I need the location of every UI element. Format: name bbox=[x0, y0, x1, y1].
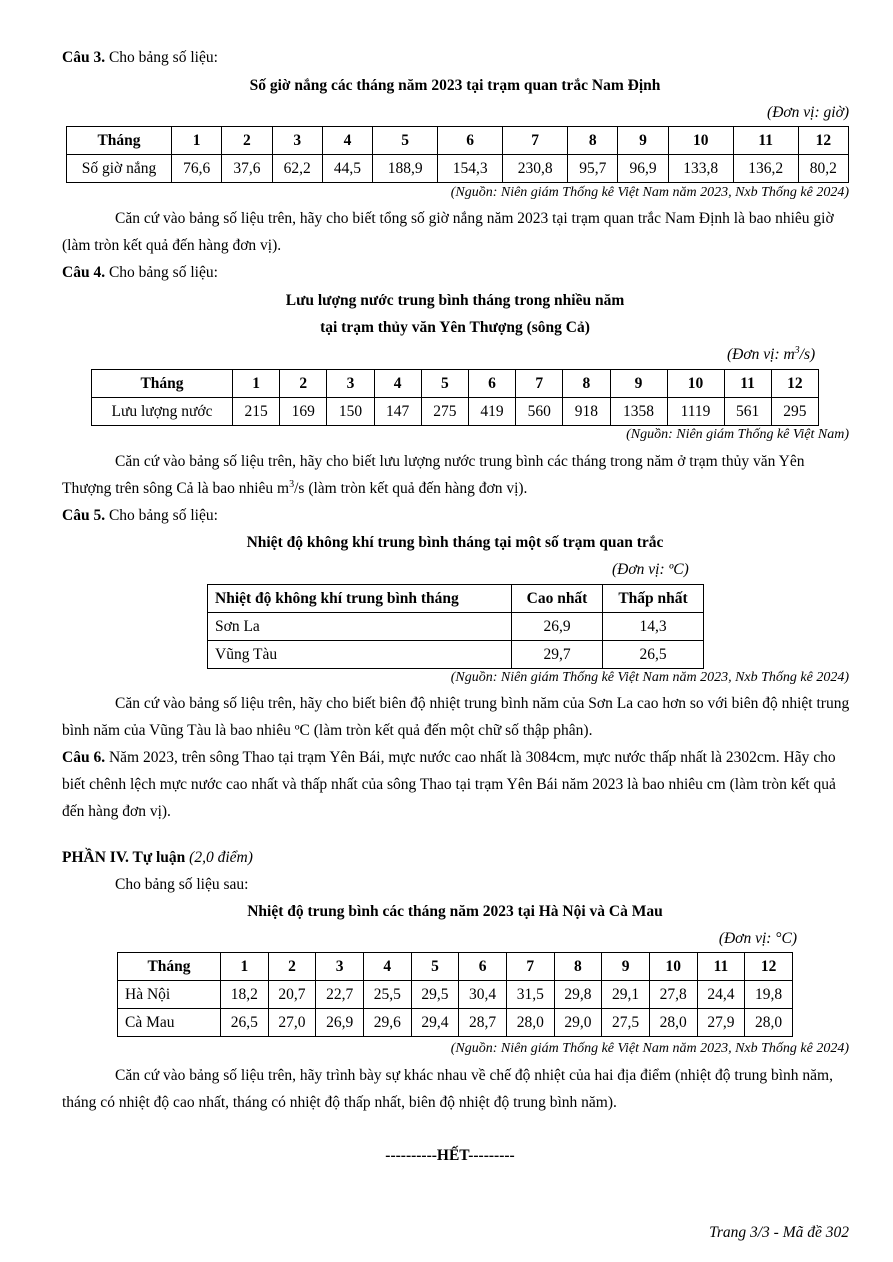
q3-value-cell: 62,2 bbox=[272, 155, 322, 183]
part4-value-cell: 28,7 bbox=[459, 1009, 507, 1037]
q3-data-row bbox=[67, 155, 849, 183]
q3-month-cell: 12 bbox=[798, 127, 848, 155]
q4-question-pre: Căn cứ vào bảng số liệu trên, hãy cho biết lưu lượng nước trung bình các tháng trong năm ở trạm thủy văn Yên Thượng trên sông Cả là bao nhiêu m bbox=[62, 453, 805, 497]
q4-value-cell: 215 bbox=[233, 398, 280, 426]
q4-month-cell: 1 bbox=[233, 370, 280, 398]
q3-value-cell: 76,6 bbox=[172, 155, 222, 183]
q5-header-min: Thấp nhất bbox=[603, 585, 704, 613]
q3-value-cell: 133,8 bbox=[668, 155, 733, 183]
part4-value-cell: 27,9 bbox=[697, 1009, 745, 1037]
q4-table-title-line1: Lưu lượng nước trung bình tháng trong nhiều năm bbox=[285, 292, 625, 309]
q3-month-cell: 11 bbox=[733, 127, 798, 155]
q4-value-cell: 147 bbox=[374, 398, 421, 426]
part4-month-cell: 11 bbox=[697, 953, 745, 981]
q4-value-cell: 560 bbox=[516, 398, 563, 426]
q4-month-cell: 8 bbox=[563, 370, 610, 398]
q4-value-cell: 295 bbox=[771, 398, 818, 426]
q4-label: Câu 4. bbox=[62, 264, 106, 281]
q4-month-cell: 7 bbox=[516, 370, 563, 398]
q5-question: Căn cứ vào bảng số liệu trên, hãy cho biết biên độ nhiệt trung bình năm của Sơn La cao hơn so với biên độ nhiệt trung bình năm của Vũng Tàu là bao nhiêu ºC (làm tròn kết quả đến một chữ số thập phân). bbox=[62, 695, 850, 739]
q3-month-cell: 4 bbox=[322, 127, 372, 155]
q3-month-cell: 9 bbox=[618, 127, 668, 155]
q4-value-cell: 1119 bbox=[667, 398, 724, 426]
end-mark: ----------HẾT--------- bbox=[385, 1147, 515, 1164]
part4-month-cell: 2 bbox=[268, 953, 316, 981]
part4-value-cell: 29,4 bbox=[411, 1009, 459, 1037]
q6-paragraph bbox=[62, 744, 850, 825]
q4-table-title-line2: tại trạm thủy văn Yên Thượng (sông Cả) bbox=[320, 319, 590, 336]
part4-value-cell: 29,0 bbox=[554, 1009, 602, 1037]
part4-month-cell: 6 bbox=[459, 953, 507, 981]
part4-value-cell: 19,8 bbox=[745, 981, 793, 1009]
q4-month-cell: 5 bbox=[421, 370, 468, 398]
q4-intro: Cho bảng số liệu: bbox=[108, 264, 218, 281]
q5-row bbox=[208, 641, 704, 669]
q4-month-cell: 12 bbox=[771, 370, 818, 398]
q4-intro-line bbox=[62, 265, 218, 281]
part4-month-cell: 12 bbox=[745, 953, 793, 981]
q3-source: (Nguồn: Niên giám Thống kê Việt Nam năm 2023, Nxb Thống kê 2024) bbox=[450, 185, 849, 200]
part4-value-cell: 27,0 bbox=[268, 1009, 316, 1037]
q4-unit-pre: (Đơn vị: m bbox=[727, 346, 795, 363]
q5-min-cell: 14,3 bbox=[603, 613, 704, 641]
q4-question-sup: 3 bbox=[289, 478, 295, 490]
q4-table bbox=[91, 369, 819, 426]
q5-source: (Nguồn: Niên giám Thống kê Việt Nam năm 2023, Nxb Thống kê 2024) bbox=[450, 670, 849, 685]
q3-table-title: Số giờ nắng các tháng năm 2023 tại trạm quan trắc Nam Định bbox=[249, 77, 661, 94]
part4-source: (Nguồn: Niên giám Thống kê Việt Nam năm 2023, Nxb Thống kê 2024) bbox=[450, 1041, 849, 1056]
q4-month-cell: 2 bbox=[280, 370, 327, 398]
part4-value-cell: 29,6 bbox=[363, 1009, 411, 1037]
part4-value-cell: 20,7 bbox=[268, 981, 316, 1009]
q5-header-station: Nhiệt độ không khí trung bình tháng bbox=[208, 585, 512, 613]
part4-value-cell: 27,5 bbox=[602, 1009, 650, 1037]
part4-row-camau bbox=[118, 1009, 793, 1037]
q4-value-cell: 419 bbox=[468, 398, 515, 426]
part4-month-cell: 3 bbox=[316, 953, 364, 981]
q4-question-post: /s (làm tròn kết quả đến hàng đơn vị). bbox=[294, 480, 528, 497]
q4-data-row bbox=[92, 398, 819, 426]
q3-month-cell: 8 bbox=[568, 127, 618, 155]
q5-intro-line bbox=[62, 508, 218, 524]
part4-row-label: Hà Nội bbox=[118, 981, 221, 1009]
part4-value-cell: 26,9 bbox=[316, 1009, 364, 1037]
q4-header-row bbox=[92, 370, 819, 398]
page-footer: Trang 3/3 - Mã đề 302 bbox=[709, 1224, 849, 1241]
part4-value-cell: 18,2 bbox=[221, 981, 269, 1009]
q3-unit: (Đơn vị: giờ) bbox=[767, 104, 849, 121]
q3-month-cell: 10 bbox=[668, 127, 733, 155]
q3-header-label: Tháng bbox=[67, 127, 172, 155]
q5-max-cell: 26,9 bbox=[512, 613, 603, 641]
q3-value-cell: 95,7 bbox=[568, 155, 618, 183]
part4-heading: PHẦN IV. Tự luận bbox=[62, 849, 186, 866]
q3-value-cell: 136,2 bbox=[733, 155, 798, 183]
q5-header-max: Cao nhất bbox=[512, 585, 603, 613]
q5-label: Câu 5. bbox=[62, 507, 106, 524]
part4-month-cell: 10 bbox=[649, 953, 697, 981]
q3-month-cell: 5 bbox=[373, 127, 438, 155]
q3-month-cell: 2 bbox=[222, 127, 272, 155]
q4-month-cell: 3 bbox=[327, 370, 374, 398]
q5-table-title: Nhiệt độ không khí trung bình tháng tại một số trạm quan trắc bbox=[246, 534, 664, 551]
part4-points: (2,0 điểm) bbox=[189, 849, 253, 866]
q4-source: (Nguồn: Niên giám Thống kê Việt Nam) bbox=[626, 427, 849, 442]
q4-month-cell: 11 bbox=[724, 370, 771, 398]
q4-row-label: Lưu lượng nước bbox=[92, 398, 233, 426]
q4-value-cell: 561 bbox=[724, 398, 771, 426]
q3-month-cell: 1 bbox=[172, 127, 222, 155]
q3-question: Căn cứ vào bảng số liệu trên, hãy cho biết tổng số giờ nắng năm 2023 tại trạm quan trắc Nam Định là bao nhiêu giờ (làm tròn kết quả đến hàng đơn vị). bbox=[62, 210, 834, 254]
q5-station-cell: Vũng Tàu bbox=[208, 641, 512, 669]
q3-value-cell: 80,2 bbox=[798, 155, 848, 183]
q4-value-cell: 169 bbox=[280, 398, 327, 426]
part4-table-title: Nhiệt độ trung bình các tháng năm 2023 tại Hà Nội và Cà Mau bbox=[247, 903, 663, 920]
q4-question bbox=[62, 448, 850, 502]
part4-heading-line bbox=[62, 850, 253, 866]
part4-value-cell: 29,5 bbox=[411, 981, 459, 1009]
q3-value-cell: 37,6 bbox=[222, 155, 272, 183]
part4-value-cell: 31,5 bbox=[506, 981, 554, 1009]
part4-header-label: Tháng bbox=[118, 953, 221, 981]
q4-month-cell: 6 bbox=[468, 370, 515, 398]
q5-max-cell: 29,7 bbox=[512, 641, 603, 669]
part4-value-cell: 28,0 bbox=[649, 1009, 697, 1037]
q4-value-cell: 150 bbox=[327, 398, 374, 426]
q3-value-cell: 230,8 bbox=[503, 155, 568, 183]
part4-header-row bbox=[118, 953, 793, 981]
q4-unit-post: /s) bbox=[799, 346, 816, 363]
part4-value-cell: 26,5 bbox=[221, 1009, 269, 1037]
q3-value-cell: 96,9 bbox=[618, 155, 668, 183]
q4-value-cell: 918 bbox=[563, 398, 610, 426]
q3-value-cell: 154,3 bbox=[438, 155, 503, 183]
q4-month-cell: 9 bbox=[610, 370, 667, 398]
q4-unit-sup: 3 bbox=[794, 344, 800, 356]
part4-unit: (Đơn vị: °C) bbox=[718, 930, 797, 947]
q3-month-cell: 7 bbox=[503, 127, 568, 155]
q6-label: Câu 6. bbox=[62, 749, 106, 766]
q5-station-cell: Sơn La bbox=[208, 613, 512, 641]
q3-value-cell: 188,9 bbox=[373, 155, 438, 183]
q4-value-cell: 1358 bbox=[610, 398, 667, 426]
part4-intro: Cho bảng số liệu sau: bbox=[115, 876, 249, 893]
part4-value-cell: 27,8 bbox=[649, 981, 697, 1009]
q5-intro: Cho bảng số liệu: bbox=[108, 507, 218, 524]
q5-min-cell: 26,5 bbox=[603, 641, 704, 669]
q6-text: Năm 2023, trên sông Thao tại trạm Yên Bái, mực nước cao nhất là 3084cm, mực nước thấp nhất là 2302cm. Hãy cho biết chênh lệch mực nước cao nhất và thấp nhất của sông Thao tại trạm Yên Bái năm 2023 là bao nhiêu cm (làm tròn kết quả đến hàng đơn vị). bbox=[62, 749, 836, 820]
q4-month-cell: 10 bbox=[667, 370, 724, 398]
part4-month-cell: 1 bbox=[221, 953, 269, 981]
part4-value-cell: 24,4 bbox=[697, 981, 745, 1009]
part4-row-hanoi bbox=[118, 981, 793, 1009]
q4-header-label: Tháng bbox=[92, 370, 233, 398]
q4-unit bbox=[727, 344, 816, 363]
q3-row-label: Số giờ nắng bbox=[67, 155, 172, 183]
q5-row bbox=[208, 613, 704, 641]
q5-header-row bbox=[208, 585, 704, 613]
q3-value-cell: 44,5 bbox=[322, 155, 372, 183]
q3-intro-line bbox=[62, 50, 218, 66]
q5-table bbox=[207, 584, 704, 669]
part4-month-cell: 7 bbox=[506, 953, 554, 981]
q4-value-cell: 275 bbox=[421, 398, 468, 426]
part4-value-cell: 28,0 bbox=[745, 1009, 793, 1037]
part4-value-cell: 29,8 bbox=[554, 981, 602, 1009]
part4-month-cell: 5 bbox=[411, 953, 459, 981]
part4-value-cell: 25,5 bbox=[363, 981, 411, 1009]
part4-month-cell: 8 bbox=[554, 953, 602, 981]
part4-value-cell: 29,1 bbox=[602, 981, 650, 1009]
part4-table bbox=[117, 952, 793, 1037]
q4-month-cell: 4 bbox=[374, 370, 421, 398]
part4-value-cell: 22,7 bbox=[316, 981, 364, 1009]
q5-unit: (Đơn vị: ºC) bbox=[612, 561, 689, 578]
q3-month-cell: 3 bbox=[272, 127, 322, 155]
part4-question: Căn cứ vào bảng số liệu trên, hãy trình bày sự khác nhau về chế độ nhiệt của hai địa điểm (nhiệt độ trung bình năm, tháng có nhiệt độ cao nhất, tháng có nhiệt độ thấp nhất, biên độ nhiệt độ trung bình năm). bbox=[62, 1067, 833, 1111]
part4-row-label: Cà Mau bbox=[118, 1009, 221, 1037]
part4-month-cell: 4 bbox=[363, 953, 411, 981]
q3-intro: Cho bảng số liệu: bbox=[108, 49, 218, 66]
part4-value-cell: 28,0 bbox=[506, 1009, 554, 1037]
part4-value-cell: 30,4 bbox=[459, 981, 507, 1009]
q3-month-cell: 6 bbox=[438, 127, 503, 155]
q3-table bbox=[66, 126, 849, 183]
q3-label: Câu 3. bbox=[62, 49, 106, 66]
q3-header-row bbox=[67, 127, 849, 155]
part4-month-cell: 9 bbox=[602, 953, 650, 981]
